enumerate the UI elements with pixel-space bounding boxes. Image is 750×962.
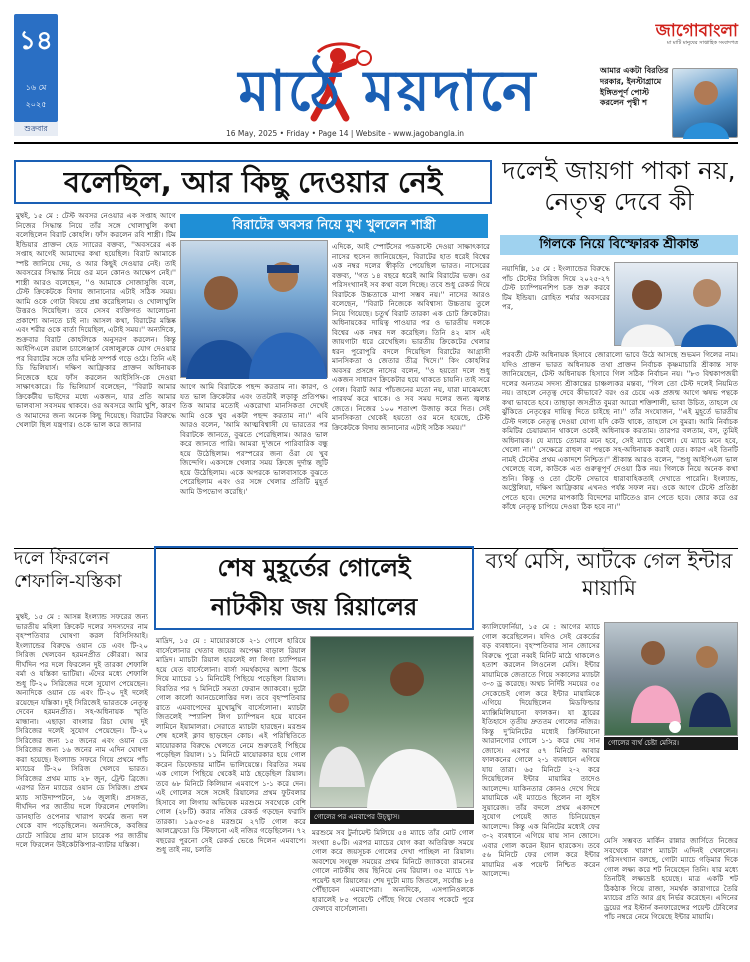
- srikkanth-photo: [614, 262, 738, 346]
- page-number: ১৪: [19, 26, 53, 56]
- celebrating-player-photo-icon: [311, 637, 475, 809]
- lead-headline-box: [14, 160, 492, 204]
- messi-body-mid: [604, 754, 738, 832]
- lead-subheadline: বিরাটের অবসর নিয়ে মুখ খুললেন শাস্ত্রী: [180, 214, 488, 238]
- page-number-box: [14, 14, 58, 122]
- date-year: ২০২৫: [25, 100, 47, 109]
- right-subheadline: গিলকে নিয়ে বিস্ফোরক শ্রীকান্ত: [500, 235, 738, 255]
- masthead-title-wrap: [178, 38, 598, 128]
- lead-headline: বলেছিল, আর কিছু দেওয়ার নেই: [63, 165, 443, 199]
- masthead-title: মাঠে ময়দানে: [238, 59, 538, 124]
- center-headline-line2: নাটকীয় জয় রিয়ালের: [210, 593, 418, 621]
- messi-caption: গোলের ব্যর্থ চেষ্টা মেসির।: [604, 737, 738, 750]
- lead-col3: এদিকে, আই স্পোর্টসের পডকাস্টে দেওয়া সাক্ষাৎকারে নাসের হুসেন জানিয়েছেন, বিরাটের হাত ধরেই বিশ্বের এক নম্বর দলের স্বীকৃতি পেয়েছিল ভারত। নাসেরের বক্তব্য, ''গত ১৪ বছরে ধরেই আমি বিরাটের ভক্ত। ওর পরিসংখ্যানই সব কথা বলে দিচ্ছে। তবে শুধু রেকর্ড দিয়ে বিরাটকে উচ্চতাকে মাপা সম্ভব নয়।'' নাসের আরও বলেছেন, ''বিরাট নিজেকে অবিশ্বাস্য উচ্চতায় তুলে নিয়ে গিয়েছে। চতুর্থ বিরাট তারকা এক চোট ক্রিকেটার। অধিনায়কের দায়িত্ব পাওয়ার পর ও ভারতীয় দলকে বিশ্বের এক নম্বর দল করেছিল। তিনি ৪২ মাস এই জায়গাটা ধরে রেখেছিল। ভারতীয় ক্রিকেটের খেলার ধরন পুরোপুরি বদলে দিয়েছিল বিরাটের আগ্রাসী মানসিকতা ও জেতার তীব্র খিদে।'' কিং কোহলির অবসর প্রসঙ্গে নাসের বলেন, ''ও হয়তো দলে শুধু একজন সাধারণ ক্রিকেটার হয়ে থাকতে চায়নি। তাই সরে গেল। বিরাট আর পাঁচজনের মতো নয়, যারা মাঝেমধ্যে পারফর্ম করে থাকে। ও সব সময় দলের জন্য জ্বলন্ত জেতে। নিজের ১০০ শতাংশ উজাড় করে দিত। সেই মানসিকতা থেকেই হয়তো ওর মনে হয়েছে, টেস্ট ক্রিকেটকে বিদায় জানানোর এটাই সঠিক সময়।'': [332, 242, 490, 432]
- teaser-photo: [672, 68, 738, 138]
- center-body-top: মাদ্রিদ, ১৫ মে : মায়োরকাকে ২-১ গোলে হারিয়ে বার্সেলোনার খেতাব জয়ের অপেক্ষা বাড়াল রিয়াল মাদ্রিদ। ম্যাচটা রিয়াল হারলেই লা লিগা চ্যাম্পিয়ন হয়ে যেত বার্সেলোনা। বার্সা সমর্থকদের আশা উস্কে দিয়ে ম্যাচের ১১ মিনিটেই পিছিয়ে পড়েছিল রিয়াল। বিরতির পর ৭ মিনিটে সমতা ফেরান জ্যাকবো। দুটো গোল কার্লো আনচেলোত্তির দল। তবে বৃহস্পতিবার রাতে এমবাপেদের মুখোমুখি বার্সেলোনা। ম্যাচটা জিতলেই স্প্যানিশ লিগ চ্যাম্পিয়ন হয়ে যাবেন লামিনে ইয়ামালরা। সেরাতে ম্যাচটা হারছেন। মরশুম শেষ হলেই ক্লাব ছাড়ছেন কোচ। এই পরিস্থিতিতে মায়োরকার বিরুদ্ধে খেলতে নেমে শুরুতেই পিছিয়ে পড়েছিল রিয়াল। ১১ মিনিটে মায়োরকার হয়ে গোল করেন ডিফেন্ডার মার্টিন ভালিয়েন্তে। বিরতির সময় এক গোলে পিছিয়ে থেকেই মাঠ ছেড়েছিল রিয়াল। তবে ৬৮ মিনিটে কিলিয়ান এমবাপে ১-১ করে দেন। এই গোলের সঙ্গে সঙ্গেই রিয়ালের প্রথম ফুটবলার হিসাবে লা লিগায় অভিষেক মরশুমে সবথেকে বেশি গোল (২৮টি) করার নজির রেকর্ড গড়ছেন ফরাসি তারকা। ১৯৫৩-৫৪ মরশুমে ২৭টি গোল করে আলফ্রেডো ডি স্টিফানো এই নজির গড়েছিলেন। ৭২ বছরের পুরনো সেই রেকর্ড ভেঙে দিলেন এমবাপে। শুধু তাই নয়, চলতি: [156, 636, 306, 854]
- players-photo-icon: [181, 241, 329, 379]
- right-body-top: নয়াদিল্লি, ১৫ মে : ইংল্যান্ডের বিরুদ্ধে পাঁচ টেস্টের সিরিজ দিয়ে ২০২৫-২৭ টেস্ট চ্যাম্পিয়নশিপ চক্র শুরু করবে টিম ইন্ডিয়া। রোহিত শর্মার অবসরের পর,: [502, 264, 610, 311]
- teaser-text: আমার একটা বিরতির দরকার, ইনস্টাগ্রামে ইঙ্গিতপূর্ণ পোস্ট করলেন পৃথ্বী শ: [600, 66, 669, 108]
- date-day: ১৬ মে: [25, 83, 47, 92]
- right-body-bottom: পরবর্তী টেস্ট অধিনায়ক হিসাবে জোরালো ভাবে উঠে আসছে শুভমন গিলের নাম। যদিও প্রাক্তন ভারত অধিনায়ক তথা প্রাক্তন নির্বাচক কৃষ্ণমাচারি শ্রীকান্ত সাফ জানিয়েছেন, টেস্ট অধিনায়ক হিসাবে গিল সঠিক নির্বাচন নয়। ''৮৩ বিশ্বকাপজয়ী দলের অন্যতম সদস্য শ্রীকান্তের চাঞ্চল্যকর মন্তব্য, ''গিল তো টেস্ট দলেই নিয়মিত নয়। তাহলে নেতৃত্ব দেবে কীভাবে? বরং ওর চেয়ে এক প্রজন্ম আগে ঋষভ পন্থকে কথা ভাবতে হবে। তাছাড়া জসপ্রীত বুমরা আরো শক্তিশালী, ভাবা উচিত, তাহলে যে ঝুঁকিতে নেতৃত্বের দায়িত্ব দিতে চাইছে না।'' তাঁর সংযোজন, ''এই মুহূর্তে ভারতীয় টেস্ট দলকে নেতৃত্ব দেওয়া যোগ্য যদি কেউ থাকে, তাহলে সে বুমরা। আমি নির্বাচক কমিটির চেয়ারম্যান থাকলে ওকেই অধিনায়ক করতাম। তারপর বলতাম, বস, তুমিই অধিনায়ক। যে ম্যাচে তোমার মনে হবে, সেই ম্যাচে খেলো। যে ম্যাচে মনে হবে, খেলো না।'' সেক্ষেত্রে রাহুল বা পন্থকে সহ-অধিনায়ক করাই যেত। কারণ এই তিনটি নামই টেস্টের প্রথম একাদশে নিশ্চিত।'' শ্রীকান্ত আরও বলেন, ''শুধু আইপিএল ভাল খেলেছে বলে, কাউকে এত গুরুত্বপূর্ণ দেওয়া ঠিক নয়। গিলকে নিয়ে অনেক কথা শুনি। কিন্তু ও তো টেস্টে সেভাবে ধারাবাহিকতাই দেখাতে পারেনি। ইংল্যান্ড, অস্ট্রেলিয়া, দক্ষিণ আফ্রিকায় এখনও পর্যন্ত সফল নয়। ওকে আগে টেস্টে প্রতিষ্ঠা পেতে হবে। দেশের মাপকাঠি বিদেশের মাটিতেও রান পেতে হবে। জোর করে ওর কাঁধে নেতৃত্ব চাপিয়ে দেওয়া ঠিক হবে না।'': [502, 350, 738, 511]
- left-headline: দলে ফিরলেন শেফালি-যস্তিকা: [14, 548, 122, 592]
- lead-col1: মুম্বই, ১৫ মে : টেস্ট অবসর নেওয়ার এক সপ্তাহ আগে নিজের সিদ্ধান্ত নিয়ে তাঁর সঙ্গে খোলাখুলি কথা বলেছিলেন বিরাট কোহলি। ফাঁস করলেন রবি শাস্ত্রী। টিম ইন্ডিয়ার প্রাক্তন হেড স্যারের বক্তব্য, ''অবসরের এক সপ্তাহ আগেই আমাদের কথা হয়েছিল। বিরাট আমাকে স্পষ্ট জানিয়ে দেয়, ও আর কিছুই দেওয়ার নেই। তাই অবসরের সিদ্ধান্ত নিয়ে ওর মনে কোনও আক্ষেপ নেই।'' শাস্ত্রী আরও বলেছেন, ''ও আমাকে সোজাসুজি বলে, টেস্ট ক্রিকেটকে বিদায় জানানোর এটাই সঠিক সময়। আমি ওকে গোটা বিষয়ে প্রশ্ন করেছিলাম। ও খোলাখুলি উত্তরও দিয়েছিল। তবে সেসব ব্যক্তিগত আলোচনা প্রকাশ্যে আনতে চাই না। আসল কথা, বিরাটের মস্তিষ্ক এবং শরীর ওকে বার্তা দিয়েছিল, এটাই সময়।'' অন্যদিকে, শুক্রবার বিরাট কোহলিকে অনুসরণ করলেন। কিন্তু আইপিএলে রয়াল চ্যালেঞ্জার্স বেঙ্গালুরুকে যোগ দেওয়ার পর বিরাটের সঙ্গে তাঁর ঘনিষ্ঠ সম্পর্ক গড়ে ওঠে। তিনি এই ডি ভিলিয়ার্স। দক্ষিণ আফ্রিকার প্রাক্তন অধিনায়ক নিজেকে হয়ে ফাঁস করলেন আইসিসি-কে দেওয়া সাক্ষাৎকারে। ডি ভিলিয়ার্স বলেছেন, ''বিরাট আমার ক্রিকেটীয় ভাইদের মধ্যে একজন, যার প্রতি আমার ভালবাসা সবসময় থাকবে। ওর অবসরে আমি খুশি, কারণ ও আমাদের জন্য অনেক কিছু দিয়েছে। বিরাটের বিরুদ্ধে খেলাটা ছিল যন্ত্রণার। ওকে ভাল করে জানার: [16, 211, 176, 429]
- mbappe-caption: গোলের পর এমবাপের উচ্ছ্বাস।: [310, 810, 474, 824]
- messi-body-top: ক্যালিফোর্নিয়া, ১৫ মে : আগের ম্যাচে গোল করেছিলেন। যদিও সেই রেকর্ডের বড় ব্যবধানে। বৃহস্পতিবার সান জোসের বিরুদ্ধে পুরো নব্বই মিনিট মাঠে থাকলেও হতাশ করলেন লিওনেল মেসি। ইন্টার মায়ামিকে জেতাতে গিয়ে সকালের ম্যাচটা ৩-৩ ড্র করেছে। অথচ নির্দিষ্ট সময়ের ৩৫ সেকেন্ডেই গোল করে ইন্টার মায়ামিকে এগিয়ে দিয়েছিলেন মিডফিল্ডার ম্যাক্সিমিলিয়ানো ফালকন। যা হ্রারের ইতিহাসে তৃতীয় দ্রুততম গোলের নজির। কিন্তু দু'মিনিটের মধ্যেই ক্রিস্টিয়ানো আরানগোর গোলে ১-১ করে দেয় সান জোসে। এরপর ৫৭ মিনিটে আবার ফালকনের গোলে ২-১ ব্যবধানে এগিয়ে যায় তারা। ৬৫ মিনিটে ২-২ করে দিয়েছিলেন ইন্টার মায়ামির তাদেও আলেন্দে। যাকিনতার কোনও দেখে দিয়ে মায়ামিকে এই ম্যাচেও ছিলেন না লুইস সুয়ারেজ। তাঁর বদলে প্রথম একাদশে সুযোগ পেয়েই জাত চিনিয়েছেন আলেন্দে। কিন্তু এক মিনিটের মধ্যেই ফের ৩-২ ব্যবধানে এগিয়ে যায় সান জোসে। এবার গোল করেন ইয়ান হারকেস। তবে ৫৬ মিনিটে ফের গোল করে ইন্টার মায়ামির এক পয়েন্ট নিশ্চিত করেন আলেন্দে।: [482, 622, 600, 878]
- masthead-meta: 16 May, 2025 • Friday • Page 14 | Website - www.jagobangla.in: [226, 129, 465, 138]
- two-players-photo-icon: [615, 263, 739, 347]
- messi-headline: ব্যর্থ মেসি, আটকে গেল ইন্টার মায়ামি: [485, 549, 733, 601]
- lead-col2: আগে আমি বিরাটকে পছন্দ করতাম না। কারণ, ও যত ভাল ক্রিকেটার এবং ততটাই লড়াকু প্রতিপক্ষ। তিক আমার মতোই একরোখা মানসিকতা দেখেই আমি ওকে খুব একটা পছন্দ করতাম না।'' এবি আরও বলেন, 'আমি আত্মবিশ্বাসী যে ভারতের পর বিরাটকে জানতে, বুঝতে পেরেছিলাম। আরও ভাল করে জানতে পারি। আমরা দু'জনে পারিবারিক বন্ধু হয়ে উঠেছিলাম। পরস্পরের জন্য ওঁরা যে খুব জিন্দেগি। একসঙ্গে খেলার সময় ক্রিজে দুর্দান্ত জুটি হয়ে উঠেছিলাম। একে অপরকে ভালবাসাকে বুঝতে পেরেছিলাম এবং ওর সঙ্গে খেলার প্রতিটি মুহূর্ত আমি উপভোগ করেছি।': [180, 382, 328, 496]
- messi-action-photo-icon: [605, 623, 739, 737]
- masthead-rule: [14, 142, 738, 144]
- person-silhouette-icon: [673, 69, 739, 139]
- center-headline-box: [154, 546, 474, 630]
- right-headline: দলেই জায়গা পাকা নয়, নেতৃত্ব দেবে কী: [502, 156, 736, 216]
- mbappe-photo: [310, 636, 474, 808]
- left-body: মুম্বই, ১৫ মে : আসন্ন ইংল্যান্ড সফরের জন্য ভারতীয় মহিলা ক্রিকেট দলের সদস্যদের নাম বৃহস্পতিবার ঘোষণা করল বিসিসিআই। ইংল্যান্ডের বিরুদ্ধে ওয়ান ডে এবং টি-২০ সিরিজ খেলবেন হরমনপ্রীত কৌররা। আর দীর্ঘদিন পর দলে ফিরলেন দুই তারকা শেফালি বর্মা ও যস্তিকা ভাটিয়া। এঁদের মধ্যে শেফালি শুধু টি-২০ সিরিজের দলে সুযোগ পেয়েছেন। অন্যদিকে ওয়ান ডে এবং টি-২০ দুই দলেই রয়েছেন যস্তিকা। দুই সিরিজেই ভারতকে নেতৃত্ব দেবেন হরমনপ্রীত। সহ-অধিনায়ক স্মৃতি মান্ধানা। এছাড়া বাংলার রিচা ঘোষ দুই সিরিজের দলেই সুযোগ পেয়েছেন। টি-২০ সিরিজের জন্য ১৫ জনের এবং ওয়ান ডে সিরিজের জন্য ১৬ জনের নাম এদিন ঘোষণা করা হয়েছে। ইংল্যান্ড সফরে গিয়ে প্রথমে পাঁচ ম্যাচের টি-২০ সিরিজ খেলবে ভারত। সিরিজের প্রথম ম্যাচ ২৮ জুন, ট্রেন্ট ব্রিজে। এরপর তিন ম্যাচের ওয়ান ডে সিরিজ। প্রথম ম্যাচ সাউদাম্পটনে, ১৬ জুলাই। প্রসঙ্গত, দীর্ঘদিন পর জাতীয় দলে ফিরলেন শেফালি। ডানহাতি ওপেনার খারাপ ফর্মের জন্য দল থেকে বাদ পড়েছিলেন। অন্যদিকে, কবজির চোটে সারিয়ে প্রায় মাস চারেক পর জাতীয় দলে ফিরলেন উইকেটকিপার-ব্যাটার যস্তিকা।: [16, 612, 148, 849]
- brand-tagline: মা মাটি মানুষের সাপ্তাহিক সংবাদপত্র: [667, 40, 738, 46]
- lead-photo: [180, 240, 328, 378]
- center-headline-line1: শেষ মুহূর্তের গোলেই: [217, 554, 411, 582]
- weekday-tab: শুক্রবার: [14, 122, 58, 136]
- messi-body-bottom: মেসি সম্ভবত মার্কিন রান্নার জার্সিতে নিজের সবথেকে খারাপ ম্যাচটা এদিনই খেললেন। পরিসংখ্যান বলছে, গোটা ম্যাচে গড়িমার দিকে গোল লক্ষ্য করে শট নিয়েছেন তিনি। যার মধ্যে তিনটিই লক্ষ্যভ্রষ্ট হয়েছে। মাত্র একটি শট ঠিকঠাক গিয়ে রাজা, সমর্থক কারাগারে তৈরি ম্যাচের প্রতি আর গ্রহ নির্ভর করেছেন। এদিনের ড্রয়ের পর ইস্টার্ন কনফারেন্সের পয়েন্ট টেবিলের পাঁচ নম্বরে নেমে গিয়েছে ইন্টার মায়ামি।: [604, 836, 738, 921]
- brand-logo: জাগোবাংলা: [655, 21, 738, 41]
- messi-photo: [604, 622, 738, 736]
- center-body-bottom: মরশুমে সব টুর্নামেন্ট মিলিয়ে ৫৪ ম্যাচে তাঁর মোট গোল সংখ্যা ৪০টি। এরপর ম্যাচের যোগ করা অতিরিক্ত সময়ে গোল করে জয়সূচক গোলের দেখা পাচ্ছিল না রিয়াল। অবশেষে সংযুক্ত সময়ের প্রথম মিনিটে জ্যাকবো রামনের গোলে নাটকীয় জয় ছিনিয়ে নেয় রিয়াল। ৩৫ ম্যাচে ৭৮ পয়েন্ট হল রিয়ালের। শেষ দুটো ম্যাচ জিতলে, সর্বোচ্চ ৮৪ পৌঁছাবেন এমবাপেরা। অন্যদিকে, এসপানিওলকে হারালেই ৮৫ পয়েন্টে পৌঁছে গিয়ে খেতাব পকেটে পুরে ফেলবে বার্সেলোনা।: [312, 828, 474, 913]
